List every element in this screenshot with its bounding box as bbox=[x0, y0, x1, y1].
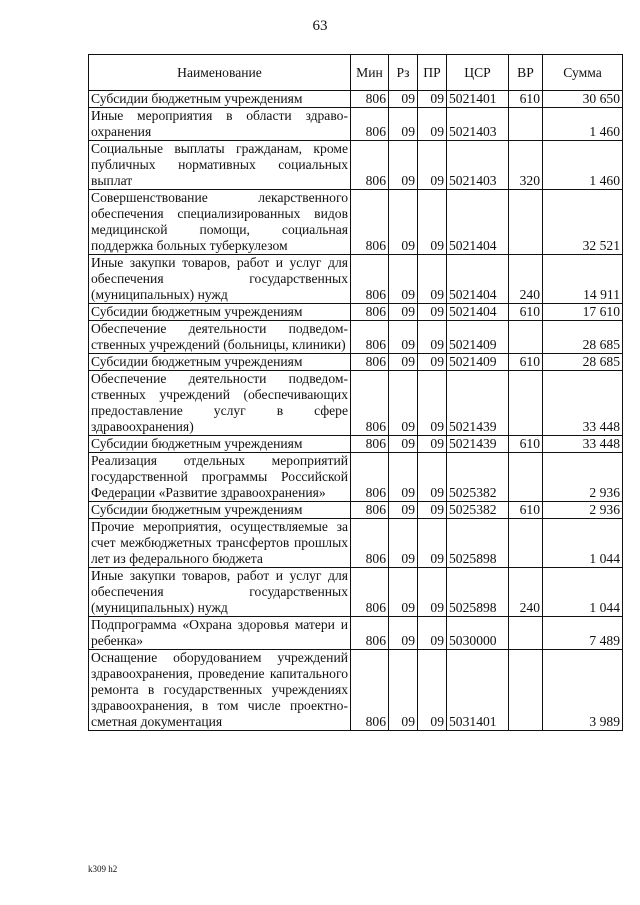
cell-vr: 610 bbox=[509, 91, 543, 108]
cell-vr bbox=[509, 371, 543, 436]
column-header-csr: ЦСР bbox=[447, 55, 509, 91]
cell-csr: 5021409 bbox=[447, 354, 509, 371]
cell-vr: 320 bbox=[509, 141, 543, 190]
table-row bbox=[89, 568, 623, 617]
cell-vr: 610 bbox=[509, 304, 543, 321]
cell-min: 806 bbox=[351, 617, 389, 650]
cell-sum: 28 685 bbox=[543, 354, 623, 371]
cell-csr: 5021439 bbox=[447, 436, 509, 453]
cell-pr: 09 bbox=[418, 354, 447, 371]
cell-pr: 09 bbox=[418, 255, 447, 304]
table-row bbox=[89, 190, 623, 255]
cell-vr bbox=[509, 190, 543, 255]
column-header-name: Наименование bbox=[89, 55, 351, 91]
cell-name: Обеспечение деятельности подведомственных учреждений (больницы, клиники) bbox=[89, 321, 351, 354]
cell-csr: 5021403 bbox=[447, 108, 509, 141]
cell-vr bbox=[509, 321, 543, 354]
cell-pr: 09 bbox=[418, 568, 447, 617]
cell-pr: 09 bbox=[418, 650, 447, 731]
cell-name: Субсидии бюджетным учреждениям bbox=[89, 354, 351, 371]
cell-name: Подпрограмма «Охрана здоровья матери и ребенка» bbox=[89, 617, 351, 650]
cell-pr: 09 bbox=[418, 617, 447, 650]
table-row bbox=[89, 141, 623, 190]
cell-min: 806 bbox=[351, 371, 389, 436]
cell-name: Оснащение оборудованием учреждений здравоохранения, проведение капитального ремонта в государственных учреждениях здравоохранения, в том числе проектно-сметная документация bbox=[89, 650, 351, 731]
table-row bbox=[89, 321, 623, 354]
cell-min: 806 bbox=[351, 108, 389, 141]
cell-sum: 32 521 bbox=[543, 190, 623, 255]
cell-min: 806 bbox=[351, 568, 389, 617]
column-header-vr: ВР bbox=[509, 55, 543, 91]
cell-vr: 610 bbox=[509, 502, 543, 519]
footer-code: k309 h2 bbox=[88, 864, 118, 874]
cell-name: Обеспечение деятельности подведомственных учреждений (обеспечивающих предоставление услуг в сфере здравоохранения) bbox=[89, 371, 351, 436]
cell-vr: 240 bbox=[509, 255, 543, 304]
cell-pr: 09 bbox=[418, 91, 447, 108]
table-row bbox=[89, 436, 623, 453]
cell-sum: 1 044 bbox=[543, 568, 623, 617]
cell-min: 806 bbox=[351, 436, 389, 453]
cell-name: Субсидии бюджетным учреждениям bbox=[89, 304, 351, 321]
cell-rz: 09 bbox=[389, 519, 418, 568]
cell-rz: 09 bbox=[389, 91, 418, 108]
cell-csr: 5021439 bbox=[447, 371, 509, 436]
cell-csr: 5021404 bbox=[447, 255, 509, 304]
cell-rz: 09 bbox=[389, 453, 418, 502]
cell-name: Социальные выплаты гражданам, кроме публичных нормативных социальных выплат bbox=[89, 141, 351, 190]
cell-name: Иные закупки товаров, работ и услуг для обеспечения государственных (муниципальных) нужд bbox=[89, 568, 351, 617]
cell-rz: 09 bbox=[389, 354, 418, 371]
cell-pr: 09 bbox=[418, 304, 447, 321]
cell-vr bbox=[509, 519, 543, 568]
cell-pr: 09 bbox=[418, 453, 447, 502]
cell-pr: 09 bbox=[418, 141, 447, 190]
cell-vr bbox=[509, 108, 543, 141]
cell-csr: 5021401 bbox=[447, 91, 509, 108]
table-row bbox=[89, 91, 623, 108]
table-row bbox=[89, 502, 623, 519]
cell-name: Прочие мероприятия, осуществляемые за счет межбюджетных трансфертов прошлых лет из федерального бюджета bbox=[89, 519, 351, 568]
cell-rz: 09 bbox=[389, 502, 418, 519]
column-header-pr: ПР bbox=[418, 55, 447, 91]
cell-sum: 2 936 bbox=[543, 502, 623, 519]
cell-sum: 7 489 bbox=[543, 617, 623, 650]
table-row bbox=[89, 650, 623, 731]
column-header-sum: Сумма bbox=[543, 55, 623, 91]
cell-name: Совершенствование лекарственного обеспечения специализированных видов медицинской помощи, социальная поддержка больных туберкулезом bbox=[89, 190, 351, 255]
cell-csr: 5031401 bbox=[447, 650, 509, 731]
cell-name: Реализация отдельных мероприятий государственной программы Российской Федерации «Развитие здравоохранения» bbox=[89, 453, 351, 502]
cell-sum: 2 936 bbox=[543, 453, 623, 502]
cell-vr bbox=[509, 617, 543, 650]
cell-name: Иные мероприятия в области здравоохранения bbox=[89, 108, 351, 141]
table-row bbox=[89, 255, 623, 304]
cell-min: 806 bbox=[351, 502, 389, 519]
cell-sum: 1 460 bbox=[543, 108, 623, 141]
cell-sum: 3 989 bbox=[543, 650, 623, 731]
cell-vr: 240 bbox=[509, 568, 543, 617]
cell-pr: 09 bbox=[418, 190, 447, 255]
cell-rz: 09 bbox=[389, 650, 418, 731]
cell-rz: 09 bbox=[389, 617, 418, 650]
table-row bbox=[89, 304, 623, 321]
cell-pr: 09 bbox=[418, 371, 447, 436]
cell-min: 806 bbox=[351, 91, 389, 108]
cell-rz: 09 bbox=[389, 436, 418, 453]
table-row bbox=[89, 519, 623, 568]
cell-sum: 1 460 bbox=[543, 141, 623, 190]
cell-rz: 09 bbox=[389, 321, 418, 354]
cell-min: 806 bbox=[351, 519, 389, 568]
table-row bbox=[89, 108, 623, 141]
cell-vr: 610 bbox=[509, 354, 543, 371]
cell-name: Иные закупки товаров, работ и услуг для обеспечения государственных (муниципальных) нужд bbox=[89, 255, 351, 304]
cell-min: 806 bbox=[351, 304, 389, 321]
cell-rz: 09 bbox=[389, 371, 418, 436]
cell-pr: 09 bbox=[418, 519, 447, 568]
cell-rz: 09 bbox=[389, 108, 418, 141]
cell-min: 806 bbox=[351, 141, 389, 190]
cell-csr: 5021404 bbox=[447, 190, 509, 255]
cell-min: 806 bbox=[351, 354, 389, 371]
table-row bbox=[89, 617, 623, 650]
cell-name: Субсидии бюджетным учреждениям bbox=[89, 436, 351, 453]
cell-rz: 09 bbox=[389, 304, 418, 321]
cell-min: 806 bbox=[351, 321, 389, 354]
cell-csr: 5021404 bbox=[447, 304, 509, 321]
cell-csr: 5021403 bbox=[447, 141, 509, 190]
cell-rz: 09 bbox=[389, 190, 418, 255]
table-body bbox=[89, 91, 623, 731]
budget-table bbox=[88, 54, 623, 731]
column-header-min: Мин bbox=[351, 55, 389, 91]
cell-csr: 5025382 bbox=[447, 453, 509, 502]
cell-min: 806 bbox=[351, 453, 389, 502]
cell-sum: 1 044 bbox=[543, 519, 623, 568]
table-row bbox=[89, 453, 623, 502]
cell-csr: 5021409 bbox=[447, 321, 509, 354]
cell-min: 806 bbox=[351, 190, 389, 255]
cell-rz: 09 bbox=[389, 568, 418, 617]
header-row bbox=[89, 55, 623, 91]
table-row bbox=[89, 354, 623, 371]
cell-csr: 5025382 bbox=[447, 502, 509, 519]
cell-sum: 17 610 bbox=[543, 304, 623, 321]
table-row bbox=[89, 371, 623, 436]
page-number: 63 bbox=[312, 18, 328, 34]
cell-rz: 09 bbox=[389, 255, 418, 304]
cell-vr bbox=[509, 453, 543, 502]
cell-vr: 610 bbox=[509, 436, 543, 453]
cell-min: 806 bbox=[351, 255, 389, 304]
cell-csr: 5025898 bbox=[447, 519, 509, 568]
cell-vr bbox=[509, 650, 543, 731]
cell-rz: 09 bbox=[389, 141, 418, 190]
cell-sum: 14 911 bbox=[543, 255, 623, 304]
cell-name: Субсидии бюджетным учреждениям bbox=[89, 91, 351, 108]
column-header-rz: Рз bbox=[389, 55, 418, 91]
cell-sum: 33 448 bbox=[543, 436, 623, 453]
cell-sum: 33 448 bbox=[543, 371, 623, 436]
cell-pr: 09 bbox=[418, 436, 447, 453]
cell-sum: 28 685 bbox=[543, 321, 623, 354]
cell-name: Субсидии бюджетным учреждениям bbox=[89, 502, 351, 519]
cell-sum: 30 650 bbox=[543, 91, 623, 108]
cell-pr: 09 bbox=[418, 321, 447, 354]
cell-min: 806 bbox=[351, 650, 389, 731]
cell-pr: 09 bbox=[418, 108, 447, 141]
cell-pr: 09 bbox=[418, 502, 447, 519]
cell-csr: 5025898 bbox=[447, 568, 509, 617]
cell-csr: 5030000 bbox=[447, 617, 509, 650]
